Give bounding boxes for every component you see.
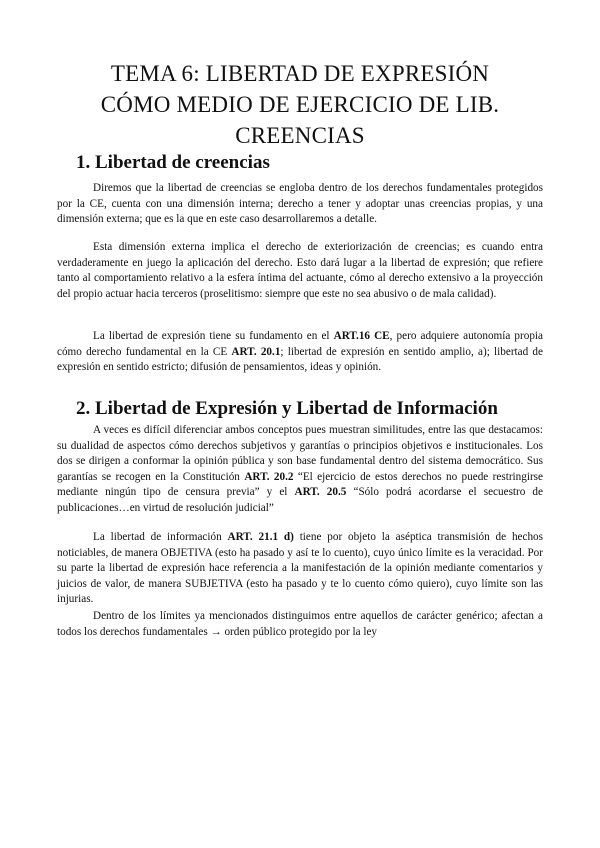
- text-run: “El ejercicio de estos derechos no puede restringirse mediante ningún tipo de censura previa” y el: [57, 470, 543, 499]
- article-reference: ART. 20.5: [294, 486, 347, 499]
- title-line-3: CREENCIAS: [235, 123, 365, 148]
- section-2-heading: 2. Libertad de Expresión y Libertad de Información: [76, 398, 498, 419]
- section-1-paragraph-2: Esta dimensión externa implica el derecho de exteriorización de creencias; es cuando entra verdaderamente en juego la aplicación del derecho. Esto dará lugar a la libertad de expresión; que refiere tanto al comportamiento relativo a la esfera íntima del actuante, cómo al derecho extensivo a la proyección del propio actuar hacia terceros (proselitismo: siempre que este no sea abusivo o de mala calidad).: [57, 241, 543, 300]
- section-2-paragraph-3: Dentro de los límites ya mencionados distinguimos entre aquellos de carácter genérico; afectan a todos los derechos fundamentales → orden público protegido por la ley: [57, 610, 543, 638]
- text-run: ; libertad de expresión en sentido amplio, a); libertad de expresión en sentido estricto; difusión de pensamientos, ideas y opinión.: [57, 345, 543, 374]
- text-run: La libertad de expresión tiene su fundamento en el: [93, 330, 334, 342]
- title-line-1: TEMA 6: LIBERTAD DE EXPRESIÓN: [110, 61, 490, 86]
- text-run: , pero adquiere autonomía propia cómo derecho fundamental en la CE: [57, 330, 544, 358]
- section-2-paragraph-2: [57, 530, 543, 608]
- text-run: tiene por objeto la aséptica transmisión de hechos noticiables, de manera OBJETIVA (esto ha pasado y así te lo cuento), cuyo único límite es la veracidad. Por su parte la libertad de expresión hace referencia a la manifestación de la opinión mediante comentarios y juicios de valor, de manera SUBJETIVA (esto ha pasado y te lo cuento cómo quiero), cuyo límite son las injurias.: [57, 531, 544, 606]
- section-1-paragraph-3: [57, 329, 543, 376]
- article-reference: ART. 21.1 d): [227, 531, 294, 543]
- article-reference: ART. 20.2: [244, 470, 294, 483]
- section-2-paragraph-1: [57, 423, 543, 517]
- section-1-paragraph-1: Diremos que la libertad de creencias se engloba dentro de los derechos fundamentales protegidos por la CE, cuenta con una dimensión interna; derecho a tener y adoptar unas creencias propias, y una dimensión externa; que es la que en este caso desarrollaremos a detalle.: [57, 182, 543, 226]
- text-run: La libertad de información: [93, 531, 228, 543]
- title-line-2: CÓMO MEDIO DE EJERCICIO DE LIB.: [100, 92, 500, 117]
- article-reference: ART. 20.1: [231, 345, 281, 358]
- text-run: “Sólo podrá acordarse el secuestro de publicaciones…en virtud de resolución judicial”: [57, 486, 543, 514]
- page-title: [40, 58, 560, 151]
- section-1-heading: 1. Libertad de creencias: [76, 152, 270, 173]
- text-run: A veces es difícil diferenciar ambos conceptos pues muestran similitudes, entre las que destacamos: su dualidad de aspectos cómo derechos subjetivos y garantías o principios objetivos e institucionales. Los dos se dirigen a conformar la opinión pública y son base fundamental dentro del sistema democrático. Sus garantías se recogen en la Constitución: [57, 424, 543, 483]
- article-reference: ART.16 CE: [333, 330, 390, 342]
